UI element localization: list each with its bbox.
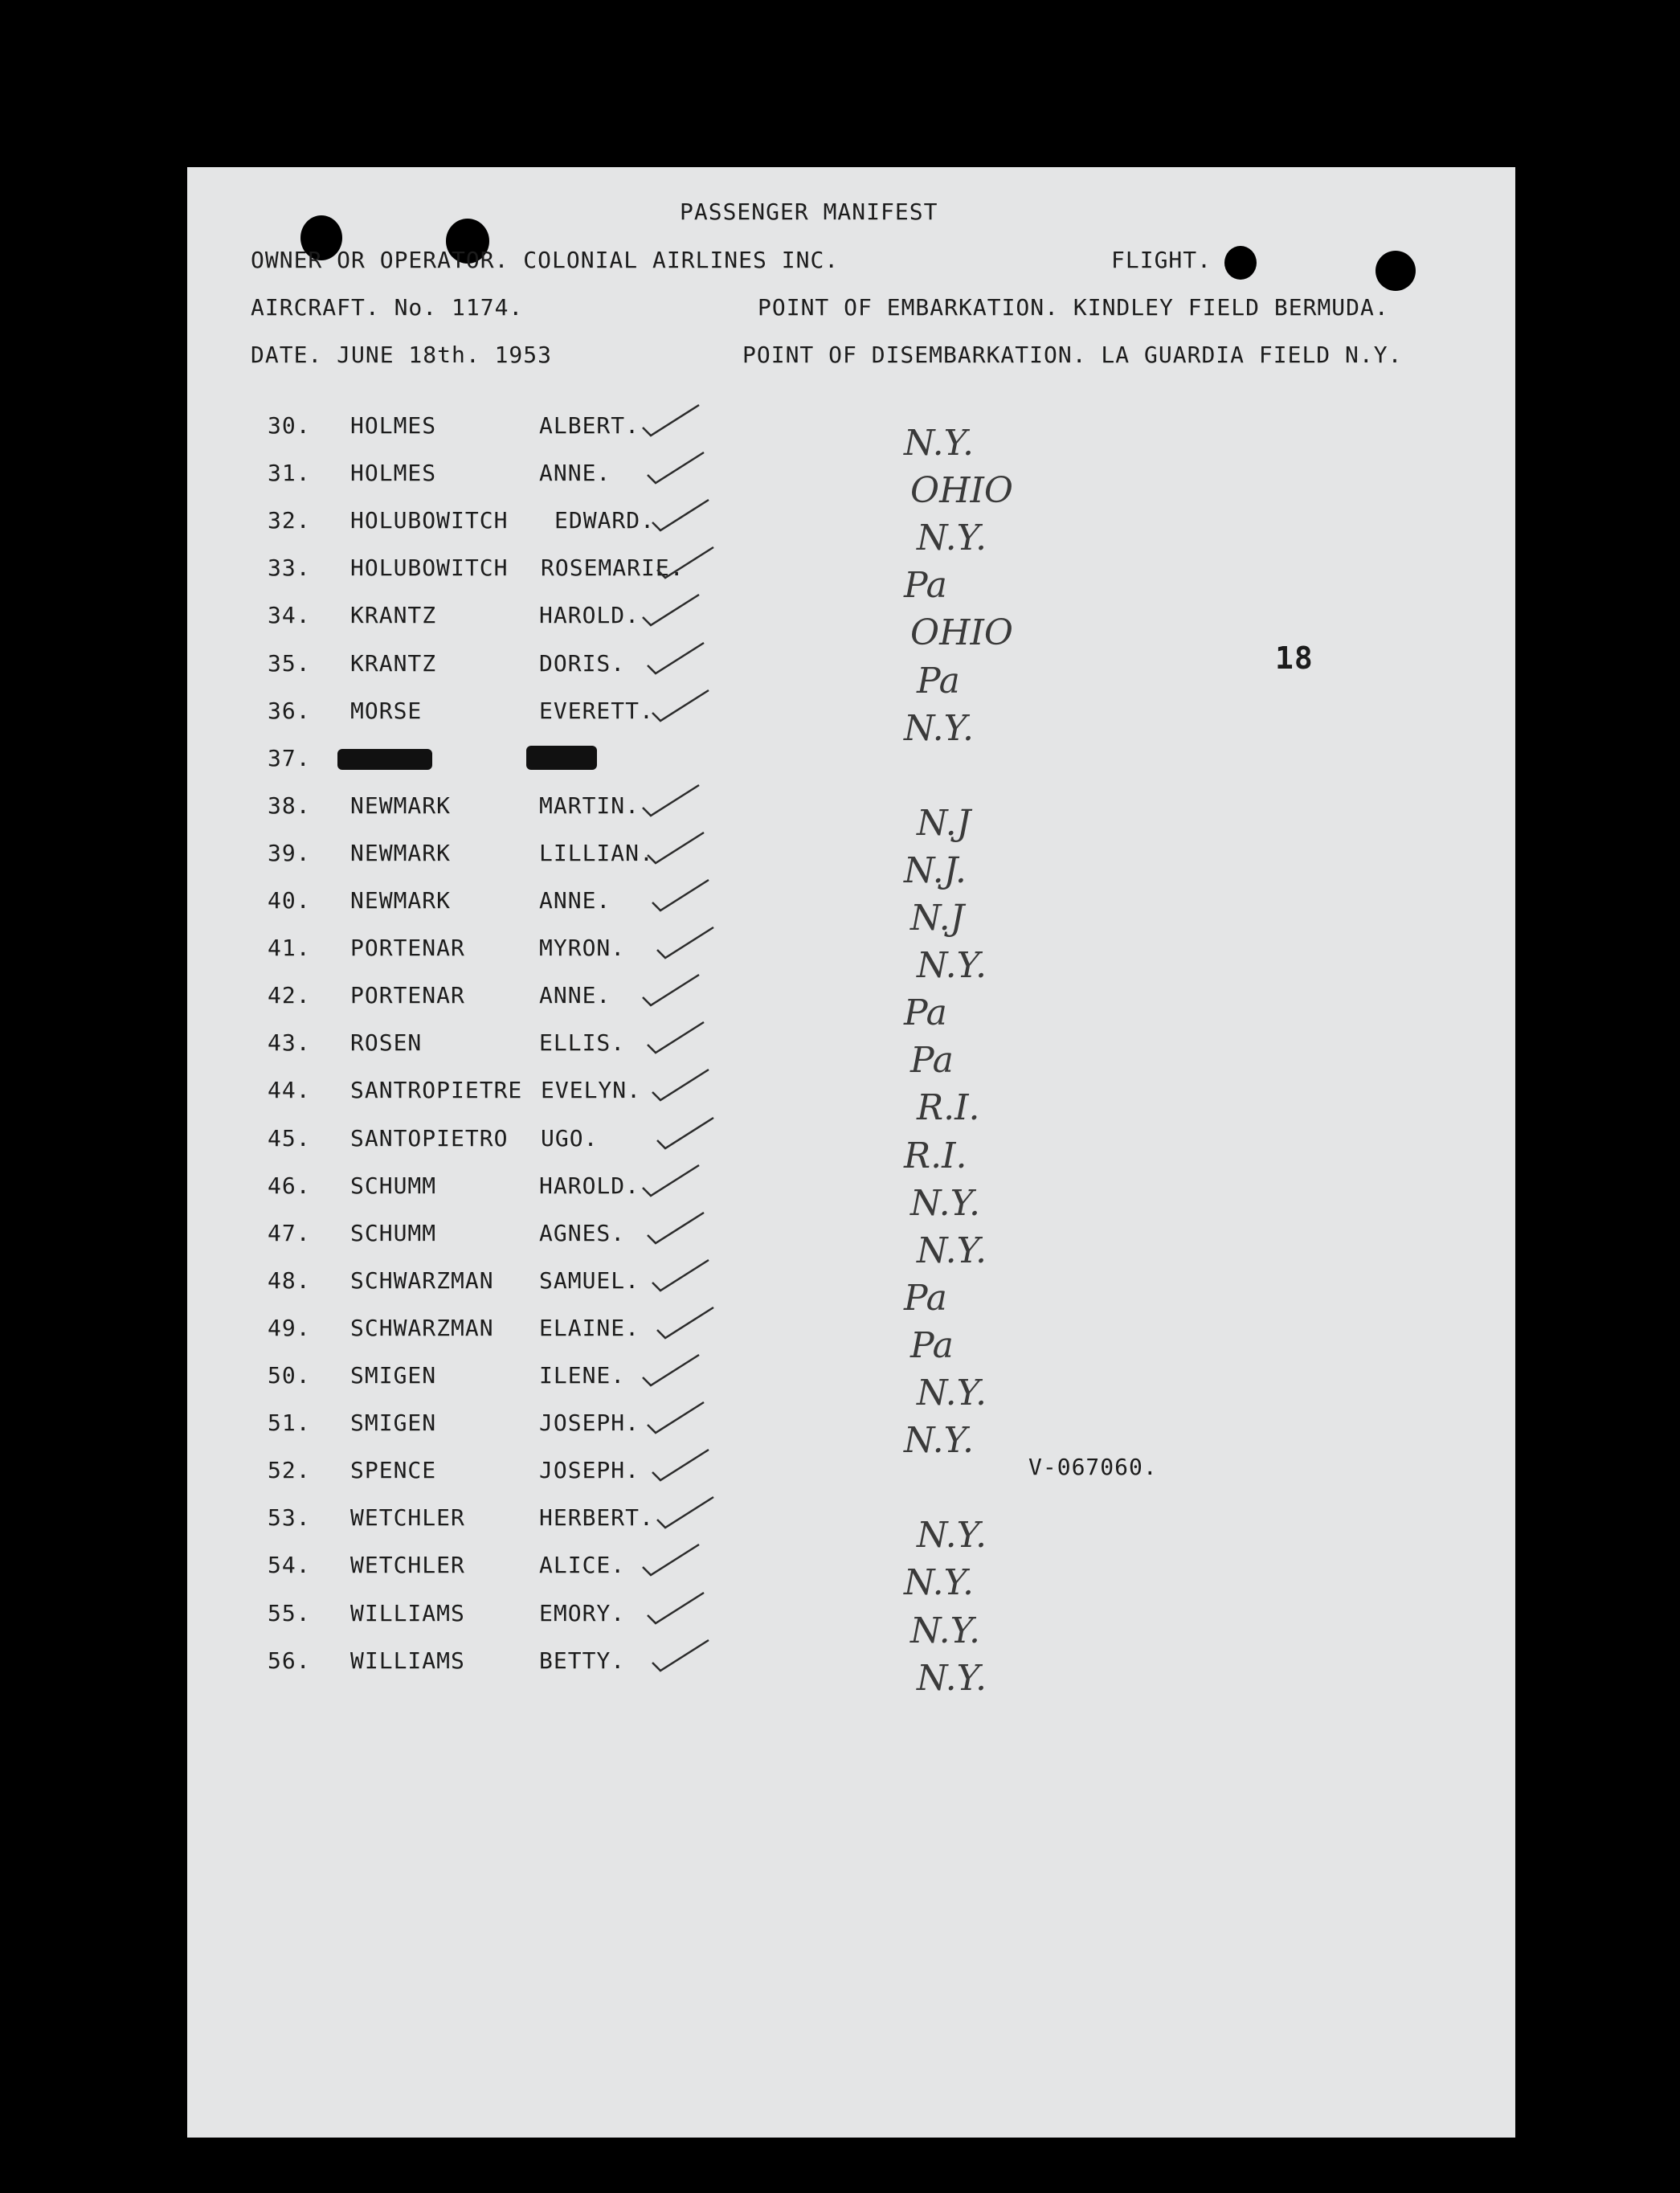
- passenger-last-name: KRANTZ: [350, 602, 437, 628]
- passenger-last-name: HOLMES: [350, 460, 437, 486]
- check-mark: [648, 452, 704, 483]
- state-of-residence: N.Y.: [904, 1420, 975, 1461]
- passenger-number: 39.: [268, 840, 311, 866]
- passenger-number: 34.: [268, 602, 311, 628]
- check-mark: [648, 1022, 704, 1053]
- check-mark: [652, 1070, 709, 1100]
- check-mark: [648, 1593, 704, 1623]
- passenger-last-name: ROSEN: [350, 1029, 423, 1056]
- passenger-number: 49.: [268, 1315, 311, 1341]
- passenger-number: 33.: [268, 554, 311, 581]
- passenger-number: 32.: [268, 507, 311, 534]
- state-of-residence: N.Y.: [910, 1610, 981, 1651]
- passenger-first-name: DORIS.: [539, 650, 626, 677]
- passenger-first-name: ANNE.: [539, 460, 611, 486]
- passenger-number: 42.: [268, 982, 311, 1009]
- passenger-first-name: EVERETT.: [539, 698, 654, 724]
- passenger-first-name: ANNE.: [539, 982, 611, 1009]
- passenger-number: 30.: [268, 412, 311, 439]
- check-mark: [643, 595, 699, 625]
- check-mark: [648, 833, 704, 863]
- check-mark: [652, 1260, 709, 1291]
- passenger-first-name: BETTY.: [539, 1647, 626, 1674]
- passenger-number: 50.: [268, 1362, 311, 1389]
- state-of-residence: R.I.: [917, 1087, 980, 1128]
- passenger-first-name: HAROLD.: [539, 602, 640, 628]
- state-of-residence: N.Y.: [917, 1373, 987, 1414]
- state-of-residence: Pa: [904, 992, 947, 1033]
- passenger-last-name: HOLUBOWITCH: [350, 507, 509, 534]
- passenger-first-name: EDWARD.: [554, 507, 656, 534]
- manifest-title: PASSENGER MANIFEST: [680, 198, 938, 225]
- passenger-number: 40.: [268, 887, 311, 914]
- passenger-number: 56.: [268, 1647, 311, 1674]
- state-of-residence: N.Y.: [910, 1183, 981, 1224]
- passenger-number: 54.: [268, 1552, 311, 1578]
- passenger-number: 53.: [268, 1504, 311, 1531]
- passenger-number: 31.: [268, 460, 311, 486]
- state-of-residence: N.Y.: [917, 1658, 987, 1699]
- passenger-last-name: PORTENAR: [350, 982, 465, 1009]
- state-of-residence: Pa: [904, 565, 947, 606]
- check-mark: [643, 975, 699, 1005]
- passenger-last-name: SCHWARZMAN: [350, 1315, 494, 1341]
- check-mark: [652, 690, 709, 721]
- passenger-number: 43.: [268, 1029, 311, 1056]
- passenger-first-name: JOSEPH.: [539, 1457, 640, 1483]
- passenger-last-name: KRANTZ: [350, 650, 437, 677]
- passenger-first-name: MYRON.: [539, 935, 626, 961]
- check-mark: [657, 1307, 713, 1338]
- state-of-residence: N.J.: [904, 850, 967, 891]
- check-mark: [652, 500, 709, 530]
- point-of-disembarkation: POINT OF DISEMBARKATION. LA GUARDIA FIELD N.Y.: [742, 342, 1403, 368]
- state-of-residence: N.Y.: [904, 1562, 975, 1603]
- passenger-first-name: EMORY.: [539, 1600, 626, 1626]
- passenger-number: 45.: [268, 1125, 311, 1152]
- state-of-residence: N.J: [917, 803, 971, 844]
- state-of-residence: N.Y.: [904, 708, 975, 749]
- passenger-last-name: WETCHLER: [350, 1504, 465, 1531]
- owner-operator: OWNER OR OPERATOR. COLONIAL AIRLINES INC.: [251, 247, 840, 273]
- passenger-last-name: SCHUMM: [350, 1172, 437, 1199]
- check-mark: [657, 927, 713, 958]
- state-of-residence: Pa: [917, 661, 960, 702]
- passenger-number: 48.: [268, 1267, 311, 1294]
- check-mark: [643, 405, 699, 436]
- state-of-residence: Pa: [910, 1040, 954, 1081]
- passenger-number: 44.: [268, 1077, 311, 1103]
- passenger-number: 37.: [268, 745, 311, 771]
- state-of-residence: N.Y.: [917, 518, 987, 558]
- passenger-number: 41.: [268, 935, 311, 961]
- passenger-first-name: MARTIN.: [539, 792, 640, 819]
- check-mark: [643, 1165, 699, 1196]
- passenger-last-name: PORTENAR: [350, 935, 465, 961]
- passenger-first-name: HERBERT.: [539, 1504, 654, 1531]
- state-of-residence: N.Y.: [917, 945, 987, 986]
- state-of-residence: Pa: [904, 1278, 947, 1319]
- state-of-residence: R.I.: [904, 1135, 967, 1176]
- check-mark: [657, 547, 713, 578]
- passenger-last-name: SANTROPIETRE: [350, 1077, 523, 1103]
- state-of-residence: N.Y.: [917, 1230, 987, 1271]
- check-mark: [657, 1497, 713, 1528]
- aircraft-number: AIRCRAFT. No. 1174.: [251, 294, 524, 321]
- passenger-first-name: ELAINE.: [539, 1315, 640, 1341]
- passenger-first-name: JOSEPH.: [539, 1409, 640, 1436]
- state-of-residence: N.Y.: [917, 1515, 987, 1556]
- passenger-first-name: AGNES.: [539, 1220, 626, 1246]
- check-mark: [643, 1355, 699, 1385]
- passenger-number: 51.: [268, 1409, 311, 1436]
- passenger-number: 46.: [268, 1172, 311, 1199]
- check-mark: [652, 1450, 709, 1480]
- state-of-residence: OHIO: [910, 470, 1013, 511]
- check-mark: [643, 1545, 699, 1575]
- passenger-last-name: WILLIAMS: [350, 1647, 465, 1674]
- passenger-last-name: WILLIAMS: [350, 1600, 465, 1626]
- passenger-number: 38.: [268, 792, 311, 819]
- passenger-first-name: ROSEMARIE.: [541, 554, 685, 581]
- state-of-residence: OHIO: [910, 612, 1013, 653]
- flight-label: FLIGHT.: [1111, 247, 1212, 273]
- passenger-number: 55.: [268, 1600, 311, 1626]
- check-mark: [657, 1118, 713, 1148]
- state-of-residence: N.J: [910, 898, 965, 939]
- passenger-last-name: HOLUBOWITCH: [350, 554, 509, 581]
- passenger-first-name: SAMUEL.: [539, 1267, 640, 1294]
- passenger-first-name: ALBERT.: [539, 412, 640, 439]
- check-mark: [648, 643, 704, 673]
- passenger-last-name: NEWMARK: [350, 887, 452, 914]
- passenger-first-name: ILENE.: [539, 1362, 626, 1389]
- passenger-last-name: NEWMARK: [350, 792, 452, 819]
- passenger-first-name: ELLIS.: [539, 1029, 626, 1056]
- point-of-embarkation: POINT OF EMBARKATION. KINDLEY FIELD BERMUDA.: [758, 294, 1389, 321]
- passenger-first-name: EVELYN.: [541, 1077, 642, 1103]
- check-mark: [652, 1640, 709, 1671]
- state-of-residence: Pa: [910, 1325, 954, 1366]
- state-of-residence: N.Y.: [904, 423, 975, 464]
- passenger-last-name: SMIGEN: [350, 1362, 437, 1389]
- check-mark: [648, 1213, 704, 1243]
- passenger-first-name: HAROLD.: [539, 1172, 640, 1199]
- check-mark: [648, 1402, 704, 1433]
- passenger-last-name: SPENCE: [350, 1457, 437, 1483]
- passenger-last-name: HOLMES: [350, 412, 437, 439]
- passenger-first-name: ANNE.: [539, 887, 611, 914]
- visa-number: V-067060.: [1028, 1454, 1158, 1480]
- passenger-number: 47.: [268, 1220, 311, 1246]
- passenger-count: 18: [1275, 640, 1314, 676]
- passenger-last-name: NEWMARK: [350, 840, 452, 866]
- passenger-number: 36.: [268, 698, 311, 724]
- passenger-first-name: LILLIAN.: [539, 840, 654, 866]
- manifest-date: DATE. JUNE 18th. 1953: [251, 342, 553, 368]
- passenger-first-name: UGO.: [541, 1125, 599, 1152]
- passenger-first-name: ALICE.: [539, 1552, 626, 1578]
- passenger-number: 35.: [268, 650, 311, 677]
- passenger-last-name: WETCHLER: [350, 1552, 465, 1578]
- passenger-last-name: SMIGEN: [350, 1409, 437, 1436]
- passenger-number: 52.: [268, 1457, 311, 1483]
- passenger-last-name: SANTOPIETRO: [350, 1125, 509, 1152]
- passenger-last-name: SCHWARZMAN: [350, 1267, 494, 1294]
- check-mark: [652, 880, 709, 910]
- passenger-last-name: SCHUMM: [350, 1220, 437, 1246]
- check-mark: [643, 785, 699, 816]
- passenger-last-name: MORSE: [350, 698, 423, 724]
